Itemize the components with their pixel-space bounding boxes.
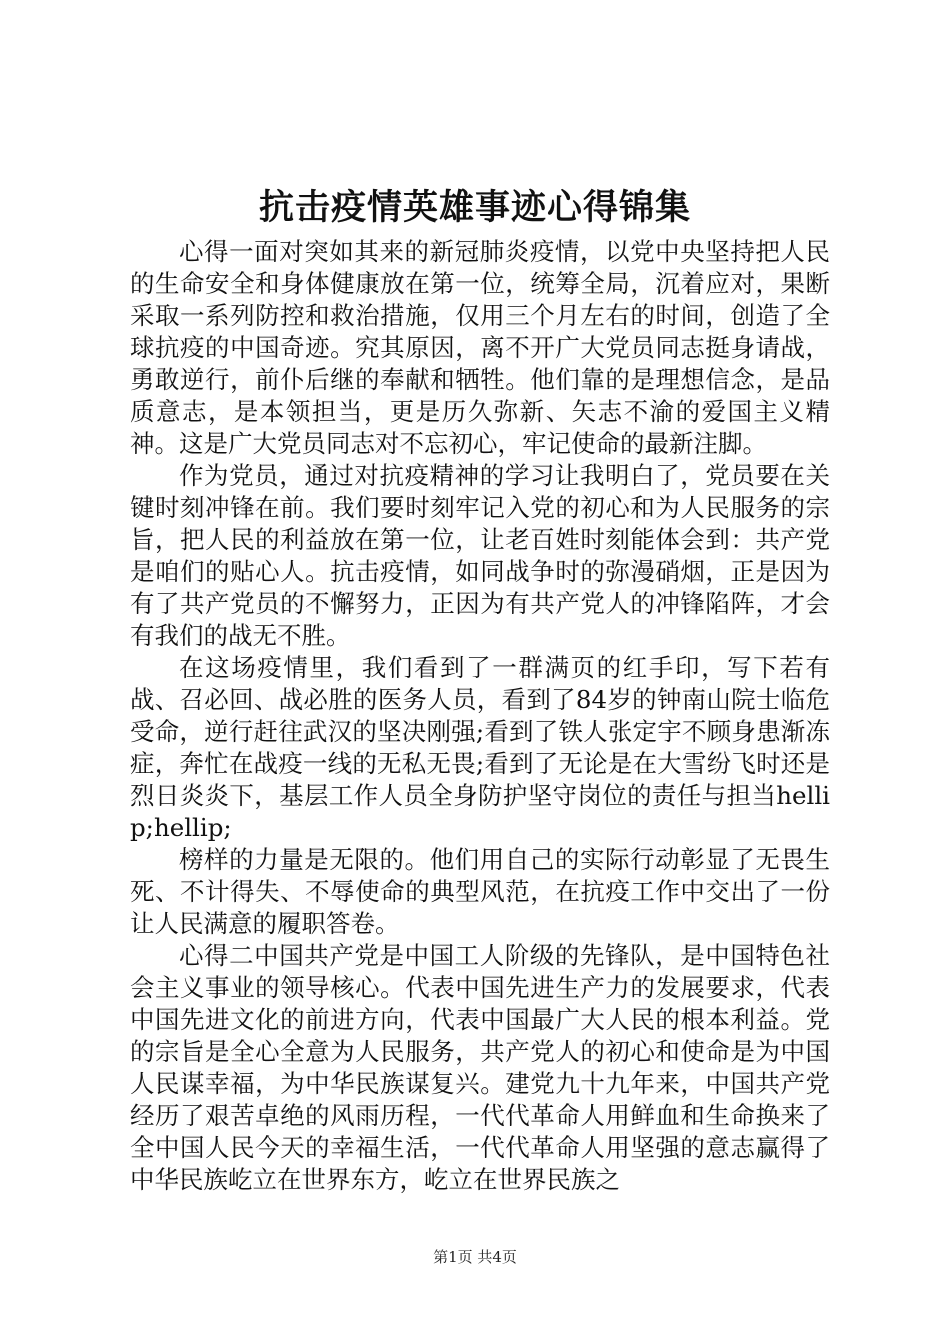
paragraph-3: 在这场疫情里，我们看到了一群满页的红手印，写下若有战、召必回、战必胜的医务人员，看到了84岁的钟南山院士临危受命，逆行赶往武汉的坚决刚强;看到了铁人张定宇不顾身患渐冻症，奔忙在战疫一线的无私无畏;看到了无论是在大雪纷飞时还是烈日炎炎下，基层工作人员全身防护坚守岗位的责任与担当hellip;hellip; [130, 653, 830, 842]
paragraph-1: 心得一面对突如其来的新冠肺炎疫情，以党中央坚持把人民的生命安全和身体健康放在第一位，统筹全局，沉着应对，果断采取一系列防控和救治措施，仅用三个月左右的时间，创造了全球抗疫的中国奇迹。究其原因，离不开广大党员同志挺身请战，勇敢逆行，前仆后继的奉献和牺牲。他们靠的是理想信念，是品质意志，是本领担当，更是历久弥新、矢志不渝的爱国主义精神。这是广大党员同志对不忘初心，牢记使命的最新注脚。 [130, 237, 830, 458]
paragraph-4: 榜样的力量是无限的。他们用自己的实际行动彰显了无畏生死、不计得失、不辱使命的典型风范，在抗疫工作中交出了一份让人民满意的履职答卷。 [130, 845, 830, 938]
paragraph-2: 作为党员，通过对抗疫精神的学习让我明白了，党员要在关键时刻冲锋在前。我们要时刻牢记入党的初心和为人民服务的宗旨，把人民的利益放在第一位，让老百姓时刻能体会到：共产党是咱们的贴心人。抗击疫情，如同战争时的弥漫硝烟，正是因为有了共产党员的不懈努力，正因为有共产党人的冲锋陷阵，才会有我们的战无不胜。 [130, 461, 830, 650]
document-body [130, 236, 830, 1196]
page-number-footer: 第1页 共4页 [433, 1248, 517, 1266]
document-title: 抗击疫情英雄事迹心得锦集 [258, 187, 691, 228]
paragraph-5: 心得二中国共产党是中国工人阶级的先锋队，是中国特色社会主义事业的领导核心。代表中国先进生产力的发展要求，代表中国先进文化的前进方向，代表中国最广大人民的根本利益。党的宗旨是全心全意为人民服务，共产党人的初心和使命是为中国人民谋幸福，为中华民族谋复兴。建党九十九年来，中国共产党经历了艰苦卓绝的风雨历程，一代代革命人用鲜血和生命换来了全中国人民今天的幸福生活，一代代革命人用坚强的意志赢得了中华民族屹立在世界东方，屹立在世界民族之 [130, 941, 830, 1194]
